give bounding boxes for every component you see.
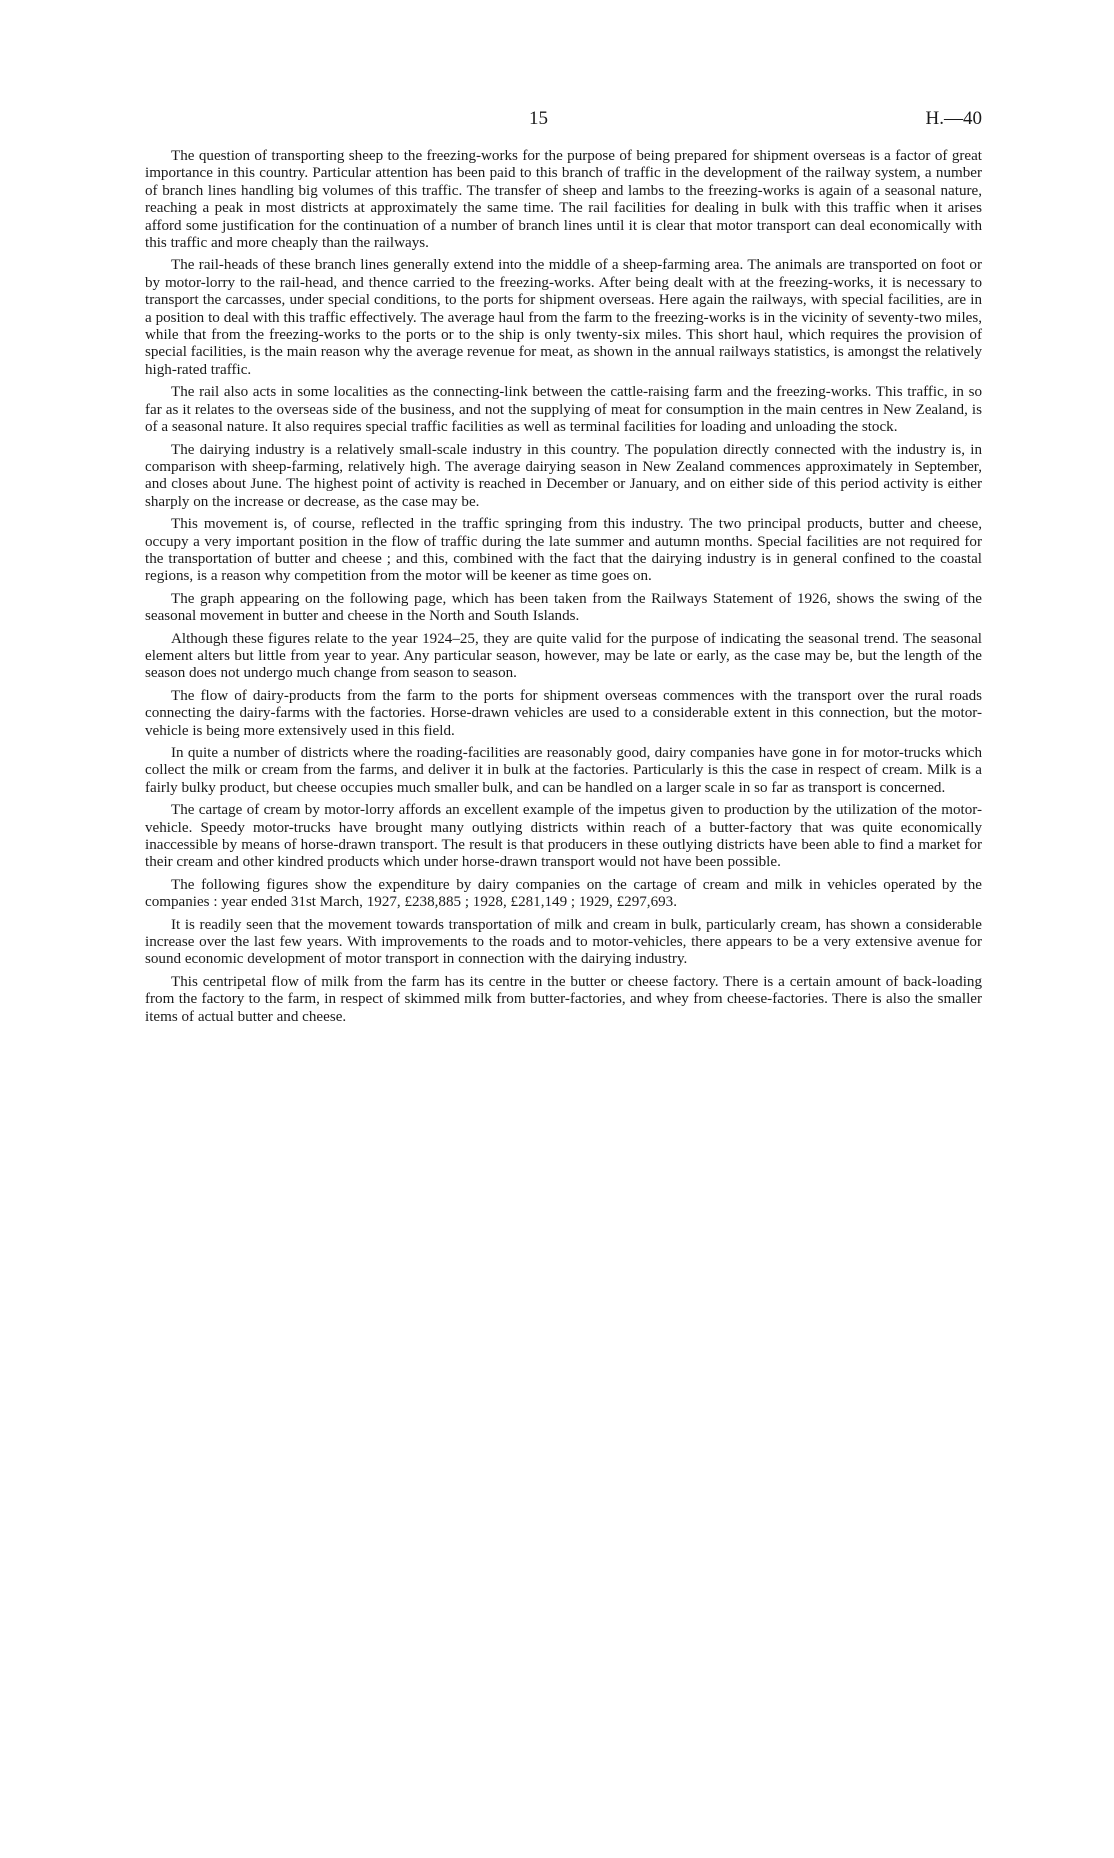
paragraph-expenditure-figures: The following figures show the expenditure by dairy companies on the cartage of cream and milk in vehicles operated by the companies : year ended 31st March, 1927, £238,885 ; 1928, £281,149 ; 1929, £297,693.	[145, 876, 982, 911]
paragraph-seasonal-trend: Although these figures relate to the year 1924–25, they are quite valid for the purpose of indicating the seasonal trend. The seasonal element alters but little from year to year. Any particular season, however, may be late or early, as the case may be, but the length of the season does not undergo much change from season to season.	[145, 630, 982, 682]
page-header	[145, 108, 982, 138]
document-page	[145, 108, 982, 1031]
paragraph-bulk-transport: It is readily seen that the movement towards transportation of milk and cream in bulk, particularly cream, has shown a considerable increase over the last few years. With improvements to the roads and to motor-vehicles, there appears to be a very extensive avenue for sound economic development of motor transport in connection with the dairying industry.	[145, 916, 982, 968]
page-number: 15	[529, 108, 548, 129]
paragraph-dairy-flow: The flow of dairy-products from the farm to the ports for shipment overseas commences with the transport over the rural roads connecting the dairy-farms with the factories. Horse-drawn vehicles are used to a considerable extent in this connection, but the motor-vehicle is being more extensively used in this field.	[145, 687, 982, 739]
paragraph-rail-heads: The rail-heads of these branch lines generally extend into the middle of a sheep-farming area. The animals are transported on foot or by motor-lorry to the rail-head, and thence carried to the freezing-works. After being dealt with at the freezing-works, it is necessary to transport the carcasses, under special conditions, to the ports for shipment overseas. Here again the railways, with special facilities, are in a position to deal with this traffic effectively. The average haul from the farm to the freezing-works is in the vicinity of seventy-two miles, while that from the freezing-works to the ports or to the ship is only twenty-six miles. This short haul, which requires the provision of special facilities, is the main reason why the average revenue for meat, as shown in the annual railways statistics, is amongst the relatively high-rated traffic.	[145, 257, 982, 378]
paragraph-cream-cartage: The cartage of cream by motor-lorry affords an excellent example of the impetus given to production by the utilization of the motor-vehicle. Speedy motor-trucks have brought many outlying districts within reach of a butter-factory that was quite economically inaccessible by means of horse-drawn transport. The result is that producers in these outlying districts have been able to find a market for their cream and other kindred products which under horse-drawn transport would not have been possible.	[145, 802, 982, 871]
document-reference: H.—40	[925, 108, 982, 129]
paragraph-graph-reference: The graph appearing on the following page, which has been taken from the Railways Statement of 1926, shows the swing of the seasonal movement in butter and cheese in the North and South Islands.	[145, 590, 982, 625]
paragraph-dairying-industry: The dairying industry is a relatively small-scale industry in this country. The population directly connected with the industry is, in comparison with sheep-farming, relatively high. The average dairying season in New Zealand commences approximately in September, and closes about June. The highest point of activity is reached in December or January, and on either side of this period activity is either sharply on the increase or decrease, as the case may be.	[145, 441, 982, 510]
paragraph-motor-trucks: In quite a number of districts where the roading-facilities are reasonably good, dairy companies have gone in for motor-trucks which collect the milk or cream from the farms, and deliver it in bulk at the factories. Particularly is this the case in respect of cream. Milk is a fairly bulky product, but cheese occupies much smaller bulk, and can be handled on a larger scale in so far as transport is concerned.	[145, 745, 982, 796]
body-text	[145, 148, 982, 1026]
paragraph-sheep-transport: The question of transporting sheep to the freezing-works for the purpose of being prepared for shipment overseas is a factor of great importance in this country. Particular attention has been paid to this branch of traffic in the development of the railway system, a number of branch lines handling big volumes of this traffic. The transfer of sheep and lambs to the freezing-works is again of a seasonal nature, reaching a peak in most districts at approximately the same time. The rail facilities for dealing in bulk with this traffic when it arises afford some justification for the continuation of a number of branch lines until it is clear that motor transport can deal economically with this traffic and more cheaply than the railways.	[145, 148, 982, 252]
paragraph-butter-cheese: This movement is, of course, reflected in the traffic springing from this industry. The two principal products, butter and cheese, occupy a very important position in the flow of traffic during the late summer and autumn months. Special facilities are not required for the transportation of butter and cheese ; and this, combined with the fact that the dairying industry is in general confined to the coastal regions, is a reason why competition from the motor will be keener as time goes on.	[145, 516, 982, 585]
paragraph-cattle-link: The rail also acts in some localities as the connecting-link between the cattle-raising farm and the freezing-works. This traffic, in so far as it relates to the overseas side of the business, and not the supplying of meat for consumption in the main centres in New Zealand, is of a seasonal nature. It also requires special traffic facilities as well as terminal facilities for loading and unloading the stock.	[145, 384, 982, 436]
paragraph-centripetal-flow: This centripetal flow of milk from the farm has its centre in the butter or cheese factory. There is a certain amount of back-loading from the factory to the farm, in respect of skimmed milk from butter-factories, and whey from cheese-factories. There is also the smaller items of actual butter and cheese.	[145, 973, 982, 1025]
